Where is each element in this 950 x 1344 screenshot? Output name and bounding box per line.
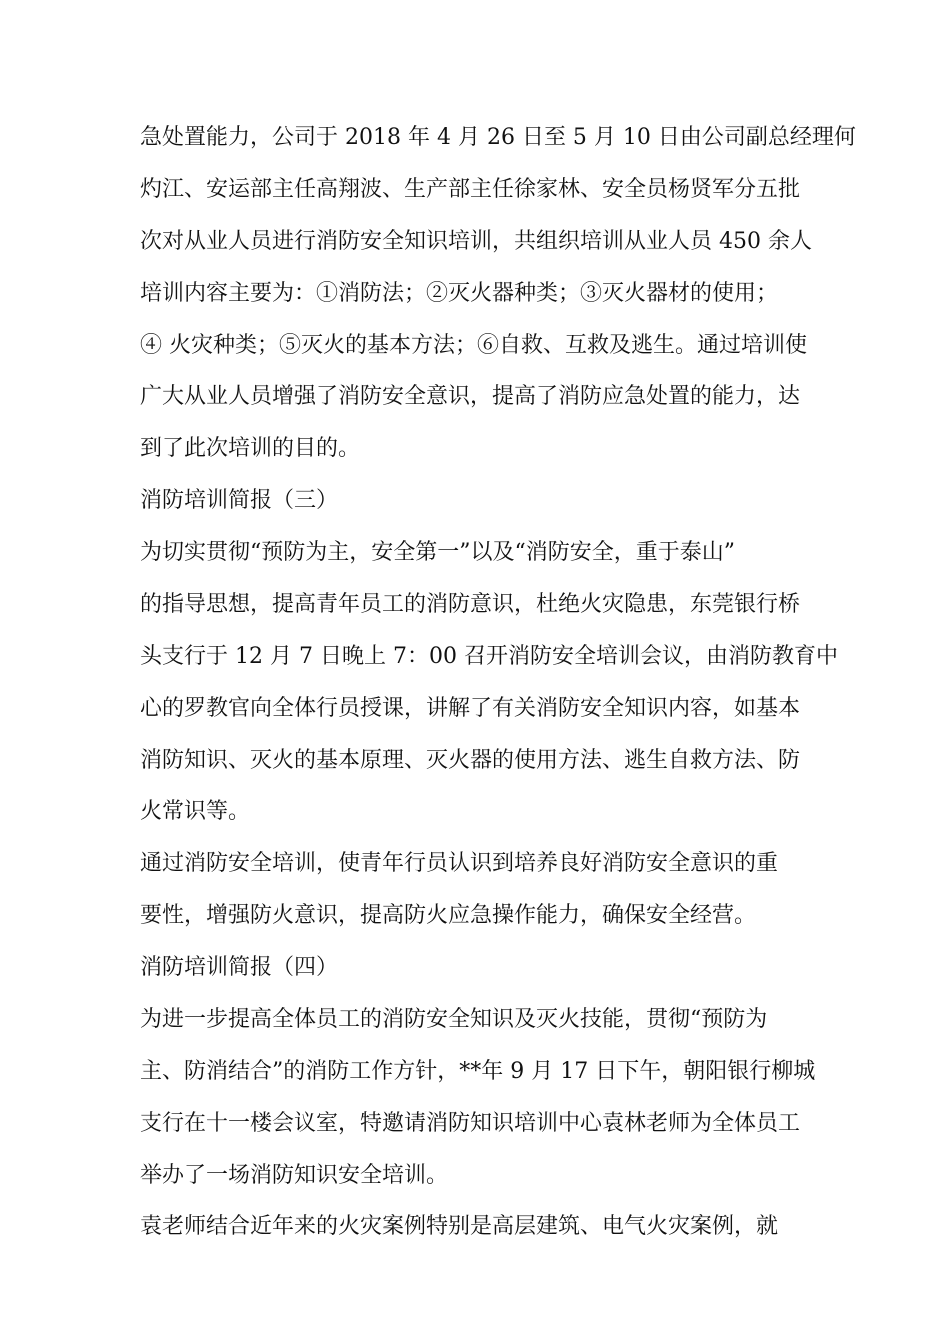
paragraph-line: 通过消防安全培训，使青年行员认识到培养良好消防安全意识的重 — [140, 851, 779, 876]
paragraph-line: 主、防消结合”的消防工作方针，**年 9 月 17 日下午，朝阳银行柳城 — [140, 1059, 816, 1084]
paragraph-line: 到了此次培训的目的。 — [140, 436, 361, 461]
section-heading: 消防培训简报（三） — [140, 488, 339, 513]
paragraph-line: 心的罗教官向全体行员授课，讲解了有关消防安全知识内容，如基本 — [140, 696, 801, 721]
paragraph-line: 火常识等。 — [140, 799, 251, 824]
paragraph-line: 急处置能力，公司于 2018 年 4 月 26 日至 5 月 10 日由公司副总经理何 — [140, 125, 856, 150]
paragraph-line: 为切实贯彻“预防为主，安全第一”以及“消防安全，重于泰山” — [140, 540, 735, 565]
paragraph-line: ④ 火灾种类；⑤灭火的基本方法；⑥自救、互救及逃生。通过培训使 — [140, 333, 807, 358]
paragraph-line: 要性，增强防火意识，提高防火应急操作能力，确保安全经营。 — [140, 903, 757, 928]
paragraph-line: 次对从业人员进行消防安全知识培训，共组织培训从业人员 450 余人 — [140, 229, 812, 254]
paragraph-line: 举办了一场消防知识安全培训。 — [140, 1163, 449, 1188]
paragraph-line: 支行在十一楼会议室，特邀请消防知识培训中心袁林老师为全体员工 — [140, 1111, 801, 1136]
paragraph-line: 头支行于 12 月 7 日晚上 7：00 召开消防安全培训会议，由消防教育中 — [140, 644, 838, 669]
paragraph-line: 的指导思想，提高青年员工的消防意识，杜绝火灾隐患，东莞银行桥 — [140, 592, 801, 617]
paragraph-line: 袁老师结合近年来的火灾案例特别是高层建筑、电气火灾案例，就 — [140, 1214, 779, 1239]
paragraph-line: 消防知识、灭火的基本原理、灭火器的使用方法、逃生自救方法、防 — [140, 748, 801, 773]
paragraph-line: 培训内容主要为：①消防法；②灭火器种类；③灭火器材的使用； — [140, 281, 779, 306]
section-heading: 消防培训简报（四） — [140, 955, 339, 980]
paragraph-line: 广大从业人员增强了消防安全意识，提高了消防应急处置的能力，达 — [140, 384, 801, 409]
paragraph-line: 灼江、安运部主任高翔波、生产部主任徐家林、安全员杨贤军分五批 — [140, 177, 801, 202]
paragraph-line: 为进一步提高全体员工的消防安全知识及灭火技能，贯彻“预防为 — [140, 1007, 768, 1032]
